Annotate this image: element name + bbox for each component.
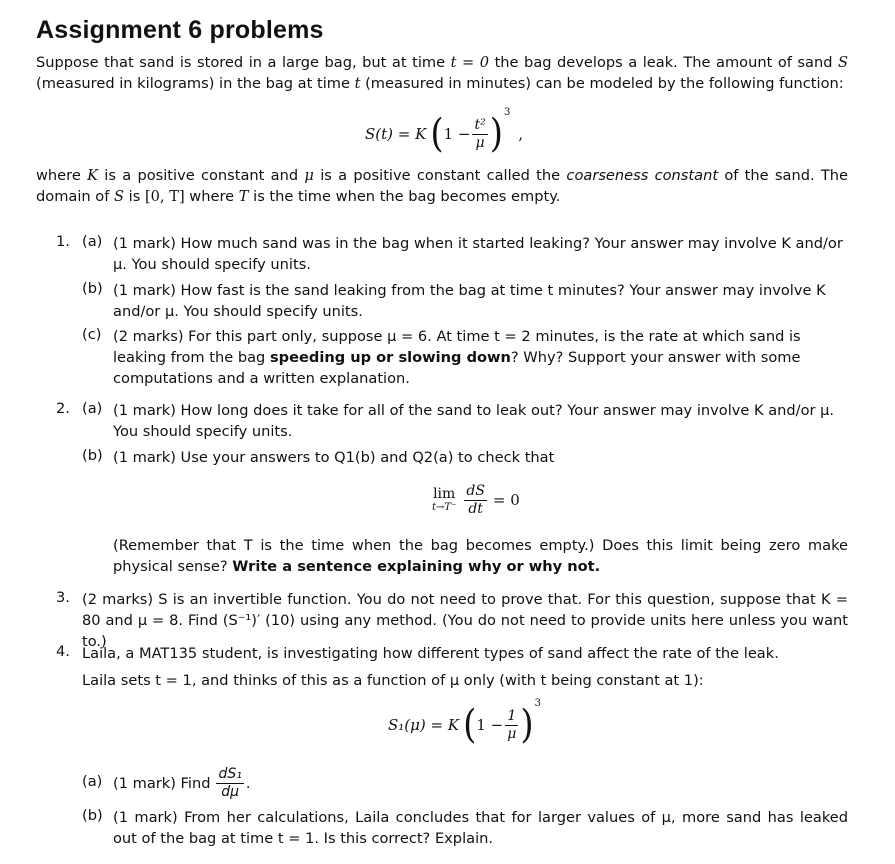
fraction-numerator: t²	[474, 116, 486, 133]
q2a-text: (1 mark) How long does it take for all of the sand to leak out? Your answer may involve K and/or μ. You should specify units.	[113, 402, 835, 440]
limit-equation	[432, 478, 520, 522]
fraction-numerator: dS₁	[218, 765, 242, 782]
q4a-label: (a)	[82, 773, 103, 790]
limit-fraction	[464, 483, 487, 518]
right-paren: )	[489, 111, 503, 157]
equation-s-of-t	[365, 106, 524, 158]
intro-emphasis: coarseness constant	[566, 167, 719, 184]
q2b-label: (b)	[82, 447, 103, 464]
q1c-text	[113, 326, 848, 389]
q2b-note-bold: Write a sentence explaining why or why not.	[232, 558, 601, 575]
equation-comma: ,	[518, 125, 524, 143]
intro-text: is a positive constant and	[104, 167, 299, 184]
intro-math: K	[87, 167, 99, 184]
intro-math: t	[354, 75, 361, 92]
q1b-label: (b)	[82, 280, 103, 297]
fraction-denominator: dμ	[221, 783, 240, 800]
intro-math: [0, T]	[144, 188, 185, 205]
fraction-denominator: μ	[507, 725, 517, 742]
q1a-text: (1 mark) How much sand was in the bag when it started leaking? Your answer may involve K and/or μ. You should specify units.	[113, 235, 843, 273]
question-2-number: 2.	[56, 400, 70, 417]
page-title: Assignment 6 problems	[36, 16, 324, 44]
q2b-note	[113, 535, 848, 577]
q4-line-2: Laila sets t = 1, and thinks of this as a function of μ only (with t being constant at 1):	[82, 672, 704, 689]
q3-text: (2 marks) S is an invertible function. You do not need to prove that. For this question, suppose that K = 80 and μ = 8. Find (S⁻¹)′ (10) using any method. (You do not need to provide units here unless you want to.)	[82, 591, 848, 650]
q4a-period: .	[245, 774, 251, 792]
intro-text: where	[36, 167, 81, 184]
equation-fraction	[472, 117, 487, 152]
intro-text: is a positive constant called the	[320, 167, 561, 184]
equation-exponent: 3	[534, 697, 541, 709]
q2b-text: (1 mark) Use your answers to Q1(b) and Q2(a) to check that	[113, 449, 555, 466]
limit-operator	[432, 486, 456, 514]
question-1-number: 1.	[56, 233, 70, 250]
q2b-note-text: (Remember that T is the time when the bag becomes empty.) Does this limit being zero make physical sense?	[113, 537, 848, 575]
equation-lhs: S₁(μ) = K	[388, 716, 460, 734]
intro-math: t = 0	[450, 54, 490, 71]
intro-text: the bag develops a leak. The amount of sand	[494, 54, 833, 71]
question-3-number: 3.	[56, 589, 70, 606]
fraction-denominator: dt	[468, 500, 483, 517]
left-paren: (	[430, 111, 444, 157]
q4-line-1: Laila, a MAT135 student, is investigating how different types of sand affect the rate of the leak.	[82, 645, 779, 662]
right-paren: )	[520, 702, 534, 748]
intro-text: of the sand. The domain of	[36, 167, 849, 205]
fraction-numerator: 1	[507, 707, 517, 724]
q4b-text: (1 mark) From her calculations, Laila concludes that for larger values of μ, more sand has leaked out of the bag at time t = 1. Is this correct? Explain.	[113, 809, 848, 847]
q1c-text-pre: (2 marks) For this part only, suppose μ = 6. At time t = 2 minutes, is the rate at which sand is leaking from the bag	[113, 328, 801, 366]
q1c-text-post: ? Why? Support your answer with some computations and a written explanation.	[113, 349, 801, 387]
equation-fraction	[505, 708, 518, 743]
intro-math: S	[838, 54, 849, 71]
equation-inner: 1 −	[443, 125, 471, 143]
intro-paragraph-2	[36, 165, 848, 207]
q1b-text: (1 mark) How fast is the sand leaking from the bag at time t minutes? Your answer may involve K and/or μ. You should specify units.	[113, 282, 826, 320]
q4a-text	[113, 762, 848, 804]
intro-text: Suppose that sand is stored in a large bag, but at time	[36, 54, 446, 71]
left-paren: (	[463, 702, 477, 748]
q1c-text-bold: speeding up or slowing down	[269, 349, 511, 366]
equation-exponent: 3	[504, 106, 511, 118]
intro-text: is the time when the bag becomes empty.	[253, 188, 561, 205]
limit-rhs: = 0	[492, 491, 520, 509]
q1a-label: (a)	[82, 233, 103, 250]
equation-s1-of-mu	[388, 697, 541, 750]
intro-paragraph	[36, 52, 848, 94]
equation-inner: 1 −	[476, 716, 504, 734]
intro-math: T	[238, 188, 249, 205]
intro-text: (measured in kilograms) in the bag at time	[36, 75, 350, 92]
intro-text: (measured in minutes) can be modeled by the following function:	[365, 75, 844, 92]
intro-math: S	[114, 188, 125, 205]
equation-lhs: S(t) = K	[365, 125, 427, 143]
fraction-denominator: μ	[475, 134, 485, 151]
limit-word: lim	[433, 486, 456, 502]
q4a-fraction	[216, 766, 243, 801]
intro-text: where	[189, 188, 235, 205]
limit-subscript: t→T⁻	[432, 502, 457, 513]
q2a-label: (a)	[82, 400, 103, 417]
intro-text: is	[128, 188, 141, 205]
intro-math: μ	[304, 167, 314, 184]
q1c-label: (c)	[82, 326, 102, 343]
fraction-numerator: dS	[466, 482, 485, 499]
q4b-label: (b)	[82, 807, 103, 824]
question-4-number: 4.	[56, 643, 70, 660]
q4a-text-label: (1 mark) Find	[113, 774, 211, 792]
